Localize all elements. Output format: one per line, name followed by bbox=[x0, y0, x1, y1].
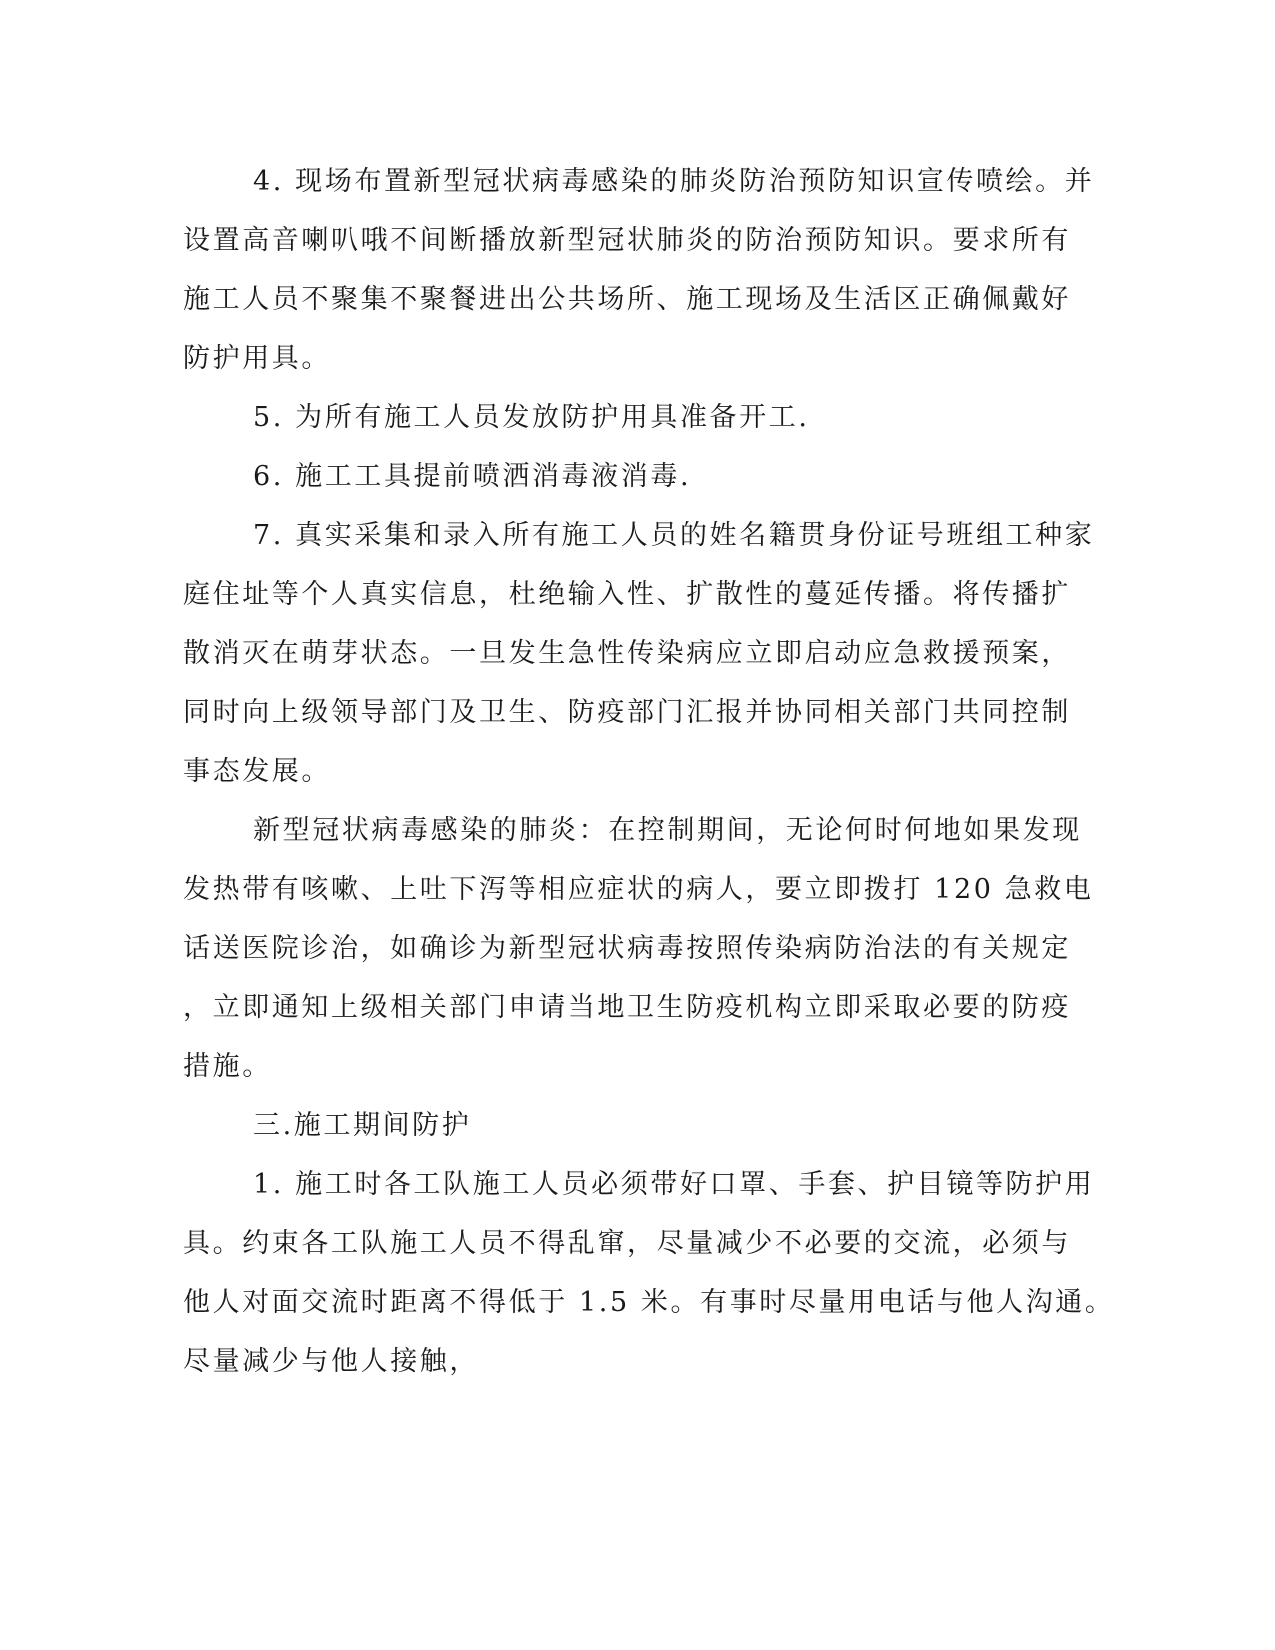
text-line: 他人对面交流时距离不得低于 1.5 米。有事时尽量用电话与他人沟通。 bbox=[183, 1287, 1115, 1318]
text-line: 4. 现场布置新型冠状病毒感染的肺炎防治预防知识宣传喷绘。并 bbox=[253, 166, 1095, 197]
text-line: 措施。 bbox=[183, 1051, 272, 1082]
text-line: 庭住址等个人真实信息，杜绝输入性、扩散性的蔓延传播。将传播扩 bbox=[183, 579, 1071, 610]
text-line: 防护用具。 bbox=[183, 343, 331, 374]
section-heading-text: 三.施工期间防护 bbox=[253, 1110, 472, 1141]
text-line: 施工人员不聚集不聚餐进出公共场所、施工现场及生活区正确佩戴好 bbox=[183, 284, 1071, 315]
text-line: ，立即通知上级相关部门申请当地卫生防疫机构立即采取必要的防疫 bbox=[183, 992, 1071, 1023]
text-line: 1. 施工时各工队施工人员必须带好口罩、手套、护目镜等防护用 bbox=[253, 1169, 1095, 1200]
text-line: 同时向上级领导部门及卫生、防疫部门汇报并协同相关部门共同控制 bbox=[183, 697, 1071, 728]
text-line: 6. 施工工具提前喷洒消毒液消毒. bbox=[253, 461, 692, 492]
text-line: 发热带有咳嗽、上吐下泻等相应症状的病人，要立即拨打 120 急救电 bbox=[183, 874, 1094, 905]
text-line: 事态发展。 bbox=[183, 756, 331, 787]
text-line: 设置高音喇叭哦不间断播放新型冠状肺炎的防治预防知识。要求所有 bbox=[183, 225, 1071, 256]
text-line: 7. 真实采集和录入所有施工人员的姓名籍贯身份证号班组工种家 bbox=[253, 520, 1095, 551]
text-line: 尽量减少与他人接触， bbox=[183, 1346, 479, 1377]
text-line: 话送医院诊治，如确诊为新型冠状病毒按照传染病防治法的有关规定 bbox=[183, 933, 1071, 964]
text-line: 具。约束各工队施工人员不得乱窜，尽量减少不必要的交流，必须与 bbox=[183, 1228, 1071, 1259]
text-line: 新型冠状病毒感染的肺炎：在控制期间，无论何时何地如果发现 bbox=[253, 815, 1082, 846]
text-line: 散消灭在萌芽状态。一旦发生急性传染病应立即启动应急救援预案， bbox=[183, 638, 1071, 669]
text-line: 5. 为所有施工人员发放防护用具准备开工. bbox=[253, 402, 810, 433]
